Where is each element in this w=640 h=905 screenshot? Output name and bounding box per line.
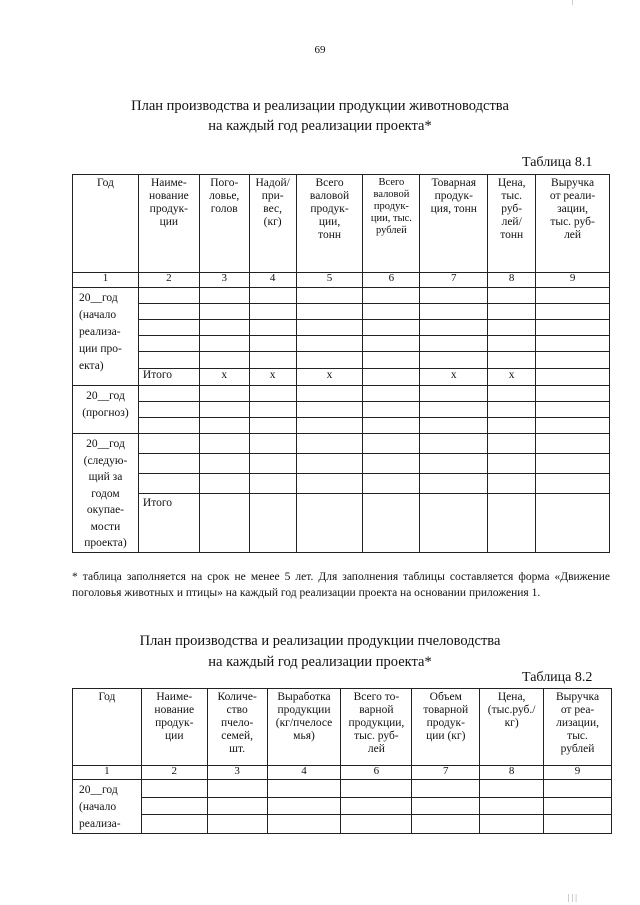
table2-col-number: 4	[267, 766, 341, 780]
table1-total-row	[73, 369, 610, 386]
table1-header-row	[73, 175, 610, 273]
table2-header-row	[73, 689, 612, 766]
table-row	[73, 336, 610, 352]
table-row	[73, 418, 610, 434]
table2-col-number: 1	[73, 766, 142, 780]
table-row	[73, 352, 610, 369]
table2-col-number: 2	[141, 766, 207, 780]
table1-col-number: 8	[488, 273, 536, 288]
table1-number-row	[73, 273, 610, 288]
table2-col-number: 3	[207, 766, 267, 780]
page-number: 69	[314, 44, 326, 56]
table2-header-cell: Цена, (тыс.руб./ кг)	[480, 689, 544, 766]
table1-col-number: 9	[536, 273, 610, 288]
table-row	[73, 780, 612, 798]
table1-title-line1: План производства и реализации продукции животноводства	[131, 98, 509, 114]
table2-col-number: 7	[412, 766, 480, 780]
table-row	[73, 434, 610, 454]
table2-header-cell: Количе- ство пчело- семей, шт.	[207, 689, 267, 766]
table1-title-line2: на каждый год реализации проекта*	[208, 118, 432, 134]
scan-mark-bottom: | | |	[568, 893, 577, 902]
table1-header-cell: Выручка от реали- зации, тыс. руб- лей	[536, 175, 610, 273]
table1-col-number: 4	[249, 273, 296, 288]
total-label: Итого	[138, 494, 199, 552]
table1-header-cell: Пого- ловье, голов	[199, 175, 249, 273]
table2-title-line2: на каждый год реализации проекта*	[208, 654, 432, 670]
table-row	[73, 797, 612, 815]
table2-header-cell: Выработка продукции (кг/пчелосе мья)	[267, 689, 341, 766]
table1-header-cell: Надой/ при- вес, (кг)	[249, 175, 296, 273]
table2-col-number: 6	[341, 766, 412, 780]
x-mark: x	[199, 369, 249, 386]
total-label: Итого	[138, 369, 199, 386]
table1-col-number: 2	[138, 273, 199, 288]
table2-year-start: 20__год (начало реализа-	[73, 780, 142, 834]
table1-col-number: 3	[199, 273, 249, 288]
table1	[72, 174, 610, 553]
x-mark: x	[249, 369, 296, 386]
table2-header-cell: Год	[73, 689, 142, 766]
table1-year-payback: 20__год (следую- щий за годом окупае- мости проекта)	[73, 434, 139, 553]
table1-year-forecast: 20__год (прогноз)	[73, 386, 139, 434]
table-row	[73, 474, 610, 494]
table1-header-cell: Всего валовой продук- ции, тонн	[296, 175, 363, 273]
table2-header-cell: Всего то- варной продукции, тыс. руб- лей	[341, 689, 412, 766]
x-mark: x	[296, 369, 363, 386]
table2	[72, 688, 612, 834]
table2-col-number: 9	[544, 766, 612, 780]
table2-number-row	[73, 766, 612, 780]
table1-col-number: 7	[420, 273, 488, 288]
table-row	[73, 454, 610, 474]
table1-col-number: 6	[363, 273, 420, 288]
table1-footnote: * таблица заполняется на срок не менее 5 лет. Для заполнения таблицы составляется форма «Движение поголовья животных и птицы» на каждый год реализации проекта на основании приложения 1.	[72, 571, 610, 599]
table-row	[73, 288, 610, 304]
table1-total-row	[73, 494, 610, 552]
table1-header-cell: Всего валовой продук- ции, тыс. рублей	[363, 175, 420, 273]
table-row	[73, 320, 610, 336]
table1-col-number: 5	[296, 273, 363, 288]
table1-header-cell: Товарная продук- ция, тонн	[420, 175, 488, 273]
table1-col-number: 1	[73, 273, 139, 288]
table1-label: Таблица 8.1	[522, 155, 593, 170]
table2-header-cell: Объем товарной продук- ции (кг)	[412, 689, 480, 766]
table1-header-cell: Цена, тыс. руб- лей/ тонн	[488, 175, 536, 273]
table2-title-line1: План производства и реализации продукции пчеловодства	[139, 633, 501, 649]
table-row	[73, 386, 610, 402]
scan-mark-top: |	[572, 0, 574, 5]
table-row	[73, 815, 612, 834]
table1-header-cell: Год	[73, 175, 139, 273]
table2-col-number: 8	[480, 766, 544, 780]
table2-label: Таблица 8.2	[522, 670, 593, 685]
table-row	[73, 304, 610, 320]
x-mark: x	[420, 369, 488, 386]
table1-header-cell: Наиме- нование продук- ции	[138, 175, 199, 273]
table2-header-cell: Выручка от реа- лизации, тыс. рублей	[544, 689, 612, 766]
table1-year-start: 20__год (начало реализа- ции про- екта)	[73, 288, 139, 386]
table-row	[73, 402, 610, 418]
table2-header-cell: Наиме- нование продук- ции	[141, 689, 207, 766]
x-mark: x	[488, 369, 536, 386]
